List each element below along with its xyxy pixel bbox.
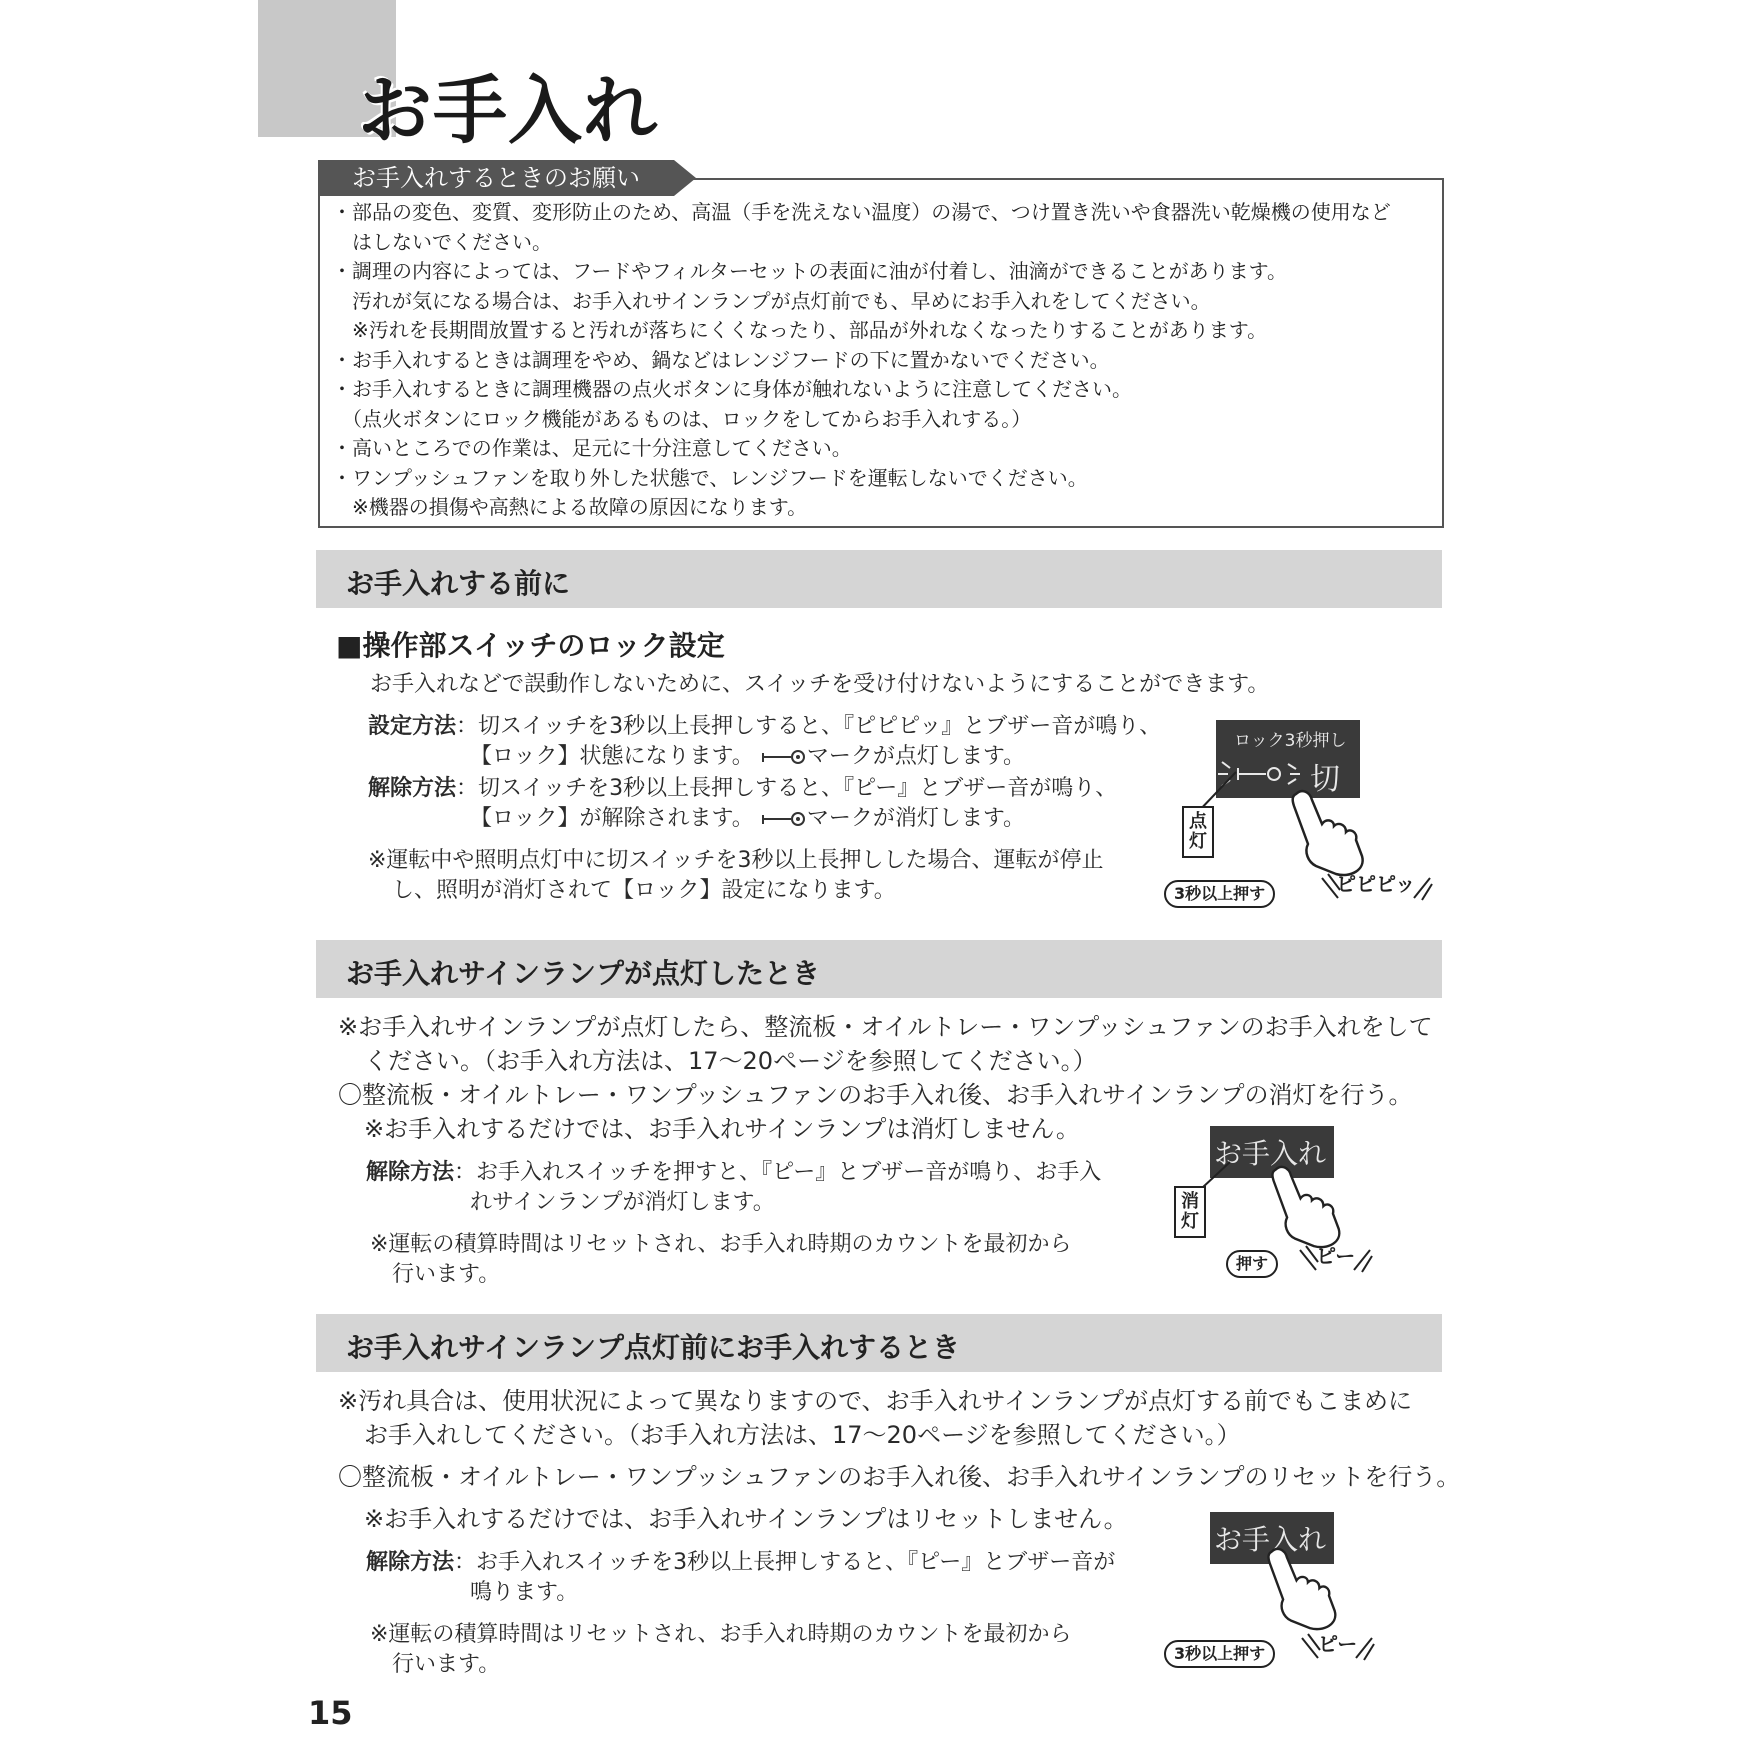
before-lamp-release-line2: 鳴ります。: [470, 1580, 579, 1605]
before-lamp-note-2: 行います。: [392, 1652, 501, 1677]
sound-lines-icon: [1350, 1244, 1374, 1274]
lock-setting-subhead: ■操作部スイッチのロック設定: [336, 629, 725, 662]
lamp-lit-line2: ください。（お手入れ方法は、17〜20ページを参照してください。）: [364, 1047, 1097, 1075]
off-key-label: 切: [1310, 762, 1340, 797]
before-lamp-release-method: [366, 1548, 1115, 1578]
before-lamp-line4: ※お手入れするだけでは、お手入れサインランプはリセットしません。: [364, 1505, 1128, 1533]
beep-sound-label: ピー: [1318, 1632, 1358, 1656]
section-title: お手入れする前に: [346, 567, 571, 600]
section-bar-before-cleaning: [316, 550, 1442, 608]
section-title: お手入れサインランプが点灯したとき: [346, 957, 821, 990]
before-lamp-line3: 〇整流板・オイルトレー・ワンプッシュファンのお手入れ後、お手入れサインランプのリセットを行う。: [338, 1463, 1461, 1491]
section-bar-lamp-lit: [316, 940, 1442, 998]
before-lamp-line2: お手入れしてください。（お手入れ方法は、17〜20ページを参照してください。）: [364, 1421, 1241, 1449]
page-title: お手入れ: [358, 68, 658, 154]
lamp-release-line2: れサインランプが消灯します。: [470, 1190, 775, 1215]
notice-line: ※機器の損傷や高熱による故障の原因になります。: [332, 495, 808, 519]
section-title: お手入れサインランプ点灯前にお手入れするとき: [346, 1331, 961, 1364]
lamp-lit-line3: 〇整流板・オイルトレー・ワンプッシュファンのお手入れ後、お手入れサインランプの消灯を行う。: [338, 1081, 1413, 1109]
lock-mark-icon: [761, 811, 807, 827]
beep-sound-label: ピピピッ: [1336, 872, 1416, 896]
release-method: [368, 774, 1117, 804]
set-method-text2b: マークが点灯します。: [806, 744, 1026, 769]
pressing-hand-icon: [1264, 1544, 1350, 1632]
sound-lines-icon: [1352, 1632, 1376, 1662]
release-method-line2: [470, 804, 1025, 834]
set-method: [368, 712, 1161, 742]
lamp-note-2: 行います。: [392, 1262, 501, 1287]
release-method-text2: 【ロック】が解除されます。: [470, 806, 754, 831]
before-lamp-note-1: ※運転の積算時間はリセットされ、お手入れ時期のカウントを最初から: [370, 1622, 1072, 1647]
release-method-label: 解除方法: [366, 1550, 455, 1575]
press-label: 押す: [1226, 1250, 1278, 1278]
lamp-lit-line4: ※お手入れするだけでは、お手入れサインランプは消灯しません。: [364, 1115, 1080, 1143]
notice-line: 汚れが気になる場合は、お手入れサインランプが点灯前でも、早めにお手入れをしてください。: [332, 288, 1211, 313]
pressing-hand-icon: [1268, 1162, 1354, 1250]
release-method-text: ：切スイッチを3秒以上長押しすると、『ピー』とブザー音が鳴り、: [456, 776, 1118, 801]
notice-line: ・ワンプッシュファンを取り外した状態で、レンジフードを運転しないでください。: [332, 465, 1088, 490]
lock-mark-icon: [761, 749, 807, 765]
release-method-label: 解除方法: [366, 1160, 455, 1185]
notice-line: はしないでください。: [332, 229, 552, 254]
release-method-text: ：お手入れスイッチを押すと、『ピー』とブザー音が鳴り、お手入: [454, 1160, 1102, 1185]
notice-line: ・お手入れするときに調理機器の点火ボタンに身体が触れないように注意してください。: [332, 377, 1132, 401]
lit-label-box: 点灯: [1182, 806, 1214, 858]
press-3sec-label: 3秒以上押す: [1164, 1640, 1275, 1668]
before-lamp-line1: ※汚れ具合は、使用状況によって異なりますので、お手入れサインランプが点灯する前でもこまめに: [338, 1387, 1412, 1415]
notice-line: ※汚れを長期間放置すると汚れが落ちにくくなったり、部品が外れなくなったりすることがあります。: [332, 318, 1268, 342]
notice-line: ・お手入れするときは調理をやめ、鍋などはレンジフードの下に置かないでください。: [332, 347, 1110, 372]
lock-note-2: し、照明が消灯されて【ロック】設定になります。: [392, 878, 896, 903]
notice-line: ・部品の変色、変質、変形防止のため、高温（手を洗えない温度）の湯で、つけ置き洗いや食器洗い乾燥機の使用など: [332, 200, 1391, 224]
release-method-text: ：お手入れスイッチを3秒以上長押しすると、『ピー』とブザー音が: [454, 1550, 1116, 1575]
lamp-note-1: ※運転の積算時間はリセットされ、お手入れ時期のカウントを最初から: [370, 1232, 1072, 1257]
lock-panel-label: ロック3秒押し: [1234, 731, 1347, 751]
maintenance-panel-label: お手入れ: [1214, 1523, 1327, 1556]
set-method-text: ：切スイッチを3秒以上長押しすると、『ピピピッ』とブザー音が鳴り、: [456, 714, 1162, 739]
pressing-hand-icon: [1288, 786, 1378, 878]
maintenance-panel-label: お手入れ: [1214, 1137, 1327, 1170]
notice-heading: お手入れするときのお願い: [318, 160, 674, 196]
notice-list: [332, 198, 1391, 523]
lamp-lit-line1: ※お手入れサインランプが点灯したら、整流板・オイルトレー・ワンプッシュファンのお手入れをして: [338, 1013, 1433, 1041]
sound-lines-icon: [1410, 872, 1434, 902]
page-number: 15: [308, 1694, 353, 1732]
lock-intro: お手入れなどで誤動作しないために、スイッチを受け付けないようにすることができます。: [370, 672, 1270, 697]
notice-line: ・調理の内容によっては、フードやフィルターセットの表面に油が付着し、油滴ができることがあります。: [332, 259, 1287, 283]
lamp-release-method: [366, 1158, 1101, 1188]
notice-line: （点火ボタンにロック機能があるものは、ロックをしてからお手入れする。）: [332, 406, 1032, 431]
set-method-label: 設定方法: [368, 714, 457, 739]
press-3sec-label: 3秒以上押す: [1164, 880, 1275, 908]
section-bar-before-lamp: [316, 1314, 1442, 1372]
notice-line: ・高いところでの作業は、足元に十分注意してください。: [332, 436, 852, 460]
release-method-label: 解除方法: [368, 776, 457, 801]
lock-note-1: ※運転中や照明点灯中に切スイッチを3秒以上長押しした場合、運転が停止: [368, 848, 1104, 873]
beep-sound-label: ピー: [1316, 1244, 1356, 1268]
off-label-box: 消灯: [1174, 1186, 1206, 1238]
set-method-line2: [470, 742, 1025, 772]
release-method-text2b: マークが消灯します。: [806, 806, 1026, 831]
set-method-text2: 【ロック】状態になります。: [470, 744, 754, 769]
